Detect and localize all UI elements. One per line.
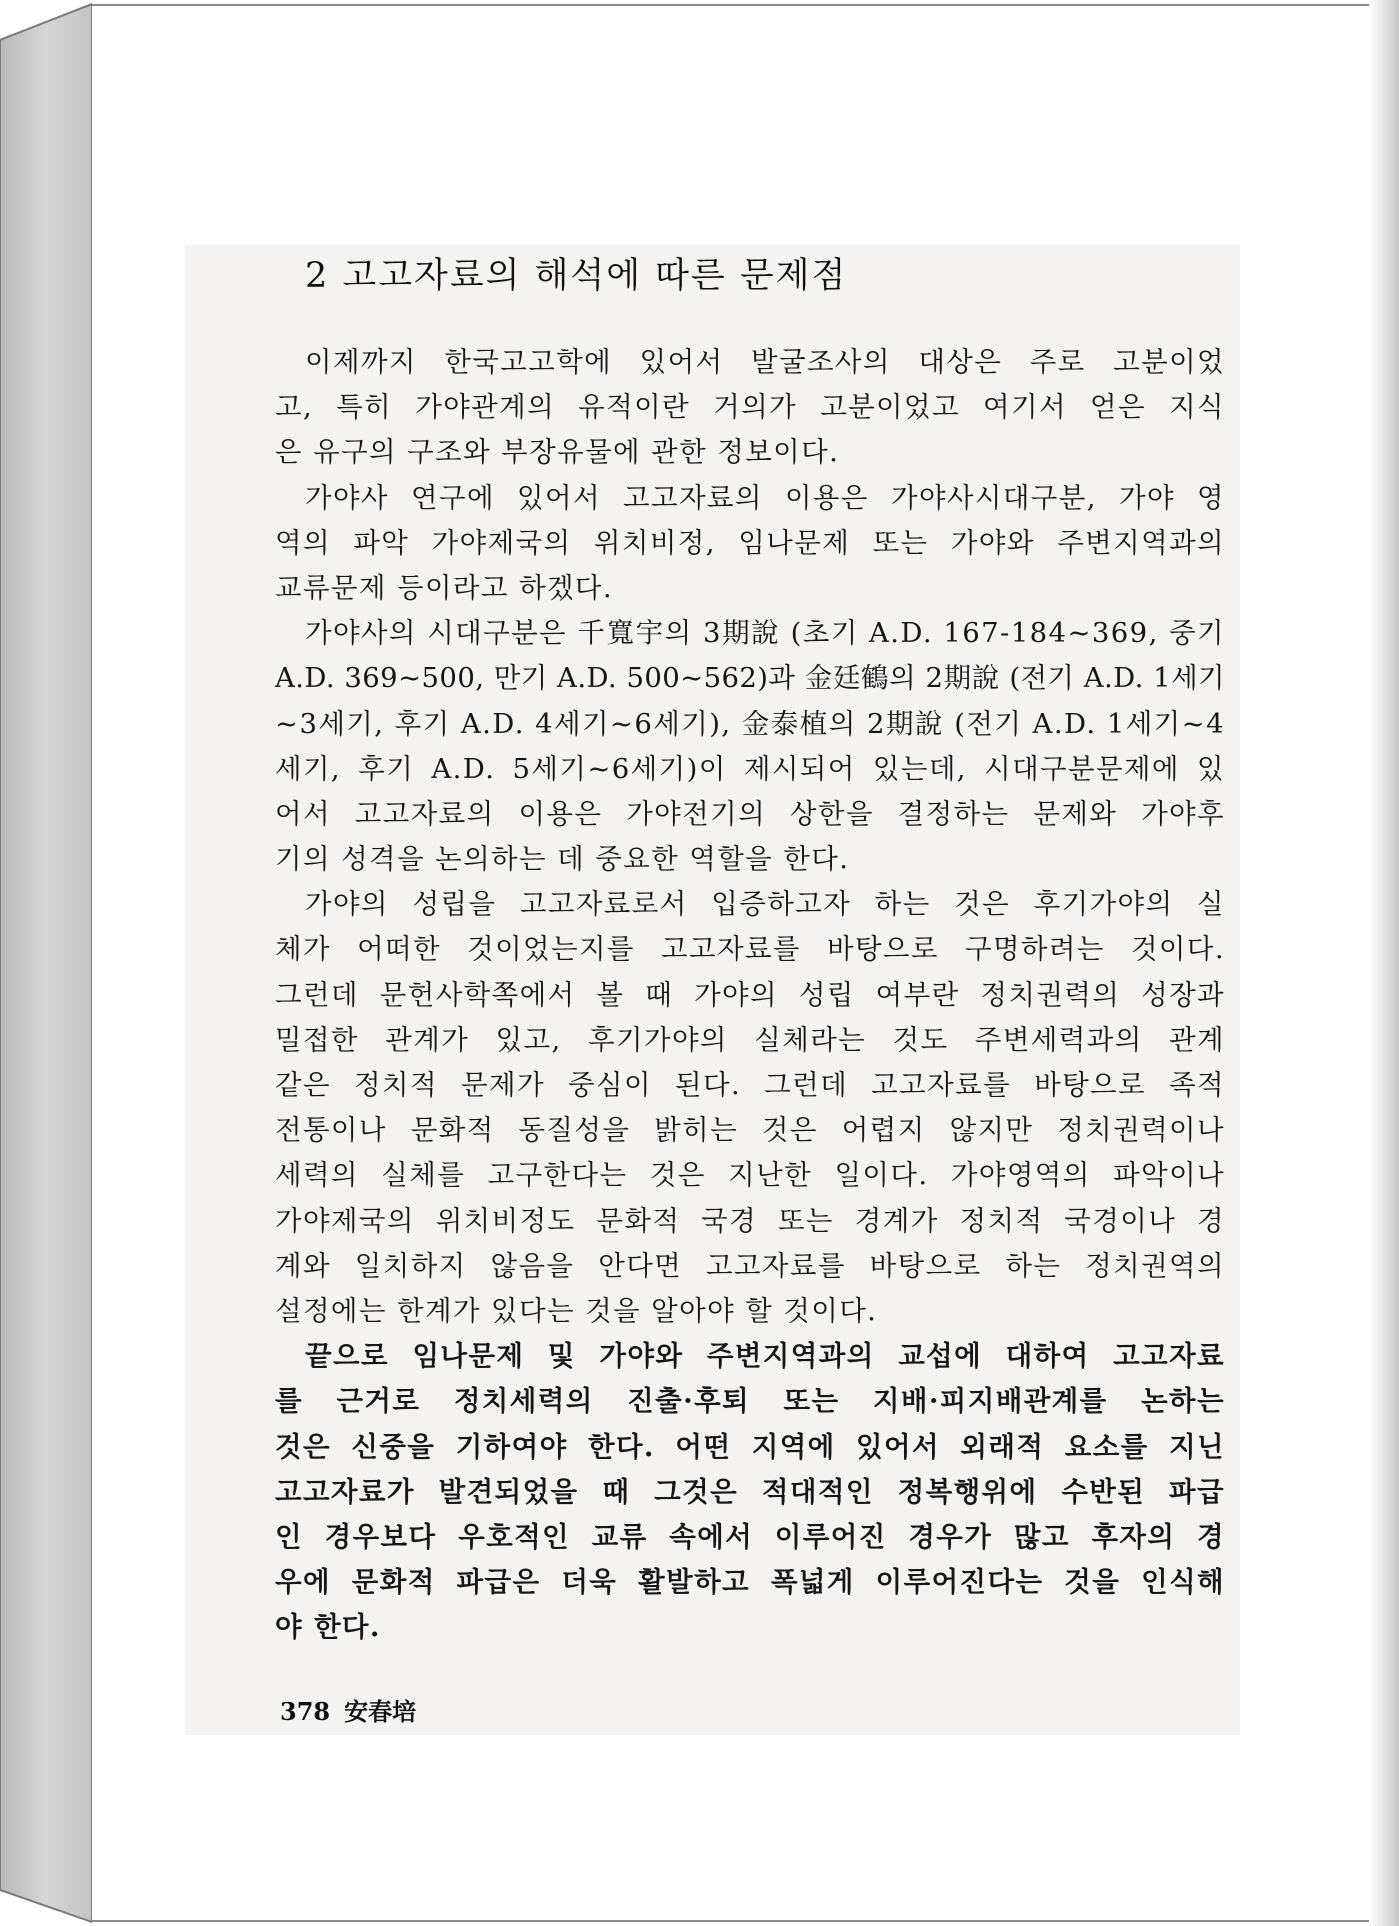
text-line: ~3세기, 후기 A.D. 4세기~6세기), 金泰植의 2期說 (전기 A.D. 1세기~4 bbox=[275, 707, 1225, 740]
text-line: 역의 파악 가야제국의 위치비정, 임나문제 또는 가야와 주변지역과의 bbox=[275, 526, 1225, 559]
paragraph-5 bbox=[275, 1334, 1225, 1650]
text-line: 같은 정치적 문제가 중심이 된다. 그런데 고고자료를 바탕으로 족적 bbox=[275, 1069, 1225, 1101]
text-line: 인 경우보다 우호적인 교류 속에서 이루어진 경우가 많고 후자의 경 bbox=[275, 1520, 1225, 1553]
text-line: 교류문제 등이라고 하겠다. bbox=[275, 571, 614, 604]
page-footer bbox=[280, 1692, 416, 1727]
text-line: 우에 문화적 파급은 더욱 활발하고 폭넓게 이루어진다는 것을 인식해 bbox=[275, 1566, 1225, 1599]
text-line: 끝으로 임나문제 및 가야와 주변지역과의 교섭에 대하여 고고자료 bbox=[305, 1340, 1225, 1373]
paragraph-3 bbox=[275, 611, 1225, 882]
text-line: 그런데 문헌사학쪽에서 볼 때 가야의 성립 여부란 정치권력의 성장과 bbox=[275, 978, 1225, 1011]
text-line: 가야의 성립을 고고자료로서 입증하고자 하는 것은 후기가야의 실 bbox=[305, 888, 1225, 921]
text-line: 세력의 실체를 고구한다는 것은 지난한 일이다. 가야영역의 파악이나 bbox=[275, 1159, 1225, 1192]
text-line: 전통이나 문화적 동질성을 밝히는 것은 어렵지 않지만 정치권력이나 bbox=[275, 1114, 1225, 1147]
text-line: 계와 일치하지 않음을 안다면 고고자료를 바탕으로 하는 정치권역의 bbox=[275, 1249, 1225, 1282]
text-line: 기의 성격을 논의하는 데 중요한 역할을 한다. bbox=[275, 843, 850, 876]
text-line: 를 근거로 정치세력의 진출·후퇴 또는 지배·피지배관계를 논하는 bbox=[275, 1385, 1225, 1418]
text-line: 은 유구의 구조와 부장유물에 관한 정보이다. bbox=[275, 436, 840, 469]
text-line: 밀접한 관계가 있고, 후기가야의 실체라는 것도 주변세력과의 관계 bbox=[275, 1023, 1225, 1056]
text-line: A.D. 369~500, 만기 A.D. 500~562)과 金廷鶴의 2期說 (전기 A.D. 1세기 bbox=[275, 662, 1225, 695]
text-line: 가야사의 시대구분은 千寬宇의 3期說 (초기 A.D. 167-184~369, 중기 bbox=[305, 617, 1225, 650]
paragraph-2 bbox=[275, 476, 1225, 612]
author-name: 安春培 bbox=[344, 1697, 417, 1726]
paragraph-1 bbox=[275, 340, 1225, 476]
text-line: 고, 특히 가야관계의 유적이란 거의가 고분이었고 여기서 얻은 지식 bbox=[275, 391, 1225, 424]
text-line: 것은 신중을 기하여야 한다. 어떤 지역에 있어서 외래적 요소를 지닌 bbox=[275, 1430, 1225, 1463]
text-line: 어서 고고자료의 이용은 가야전기의 상한을 결정하는 문제와 가야후 bbox=[275, 797, 1225, 830]
text-line: 가야사 연구에 있어서 고고자료의 이용은 가야사시대구분, 가야 영 bbox=[305, 481, 1225, 514]
text-line: 야 한다. bbox=[275, 1611, 381, 1644]
body-text bbox=[275, 340, 1225, 1650]
section-heading: 2 고고자료의 해석에 따른 문제점 bbox=[305, 256, 848, 296]
text-line: 가야제국의 위치비정도 문화적 국경 또는 경계가 정치적 국경이나 경 bbox=[275, 1204, 1225, 1237]
text-line: 체가 어떠한 것이었는지를 고고자료를 바탕으로 구명하려는 것이다. bbox=[275, 933, 1225, 966]
page-number: 378 bbox=[280, 1697, 331, 1726]
text-line: 이제까지 한국고고학에 있어서 발굴조사의 대상은 주로 고분이었 bbox=[305, 346, 1225, 378]
book-spine bbox=[0, 0, 92, 1926]
text-line: 세기, 후기 A.D. 5세기~6세기)이 제시되어 있는데, 시대구분문제에 있 bbox=[275, 752, 1225, 785]
text-line: 설정에는 한계가 있다는 것을 알아야 할 것이다. bbox=[275, 1294, 878, 1327]
paragraph-4 bbox=[275, 882, 1225, 1334]
text-line: 고고자료가 발견되었을 때 그것은 적대적인 정복행위에 수반된 파급 bbox=[275, 1475, 1225, 1508]
page-edge bbox=[1369, 0, 1399, 1926]
